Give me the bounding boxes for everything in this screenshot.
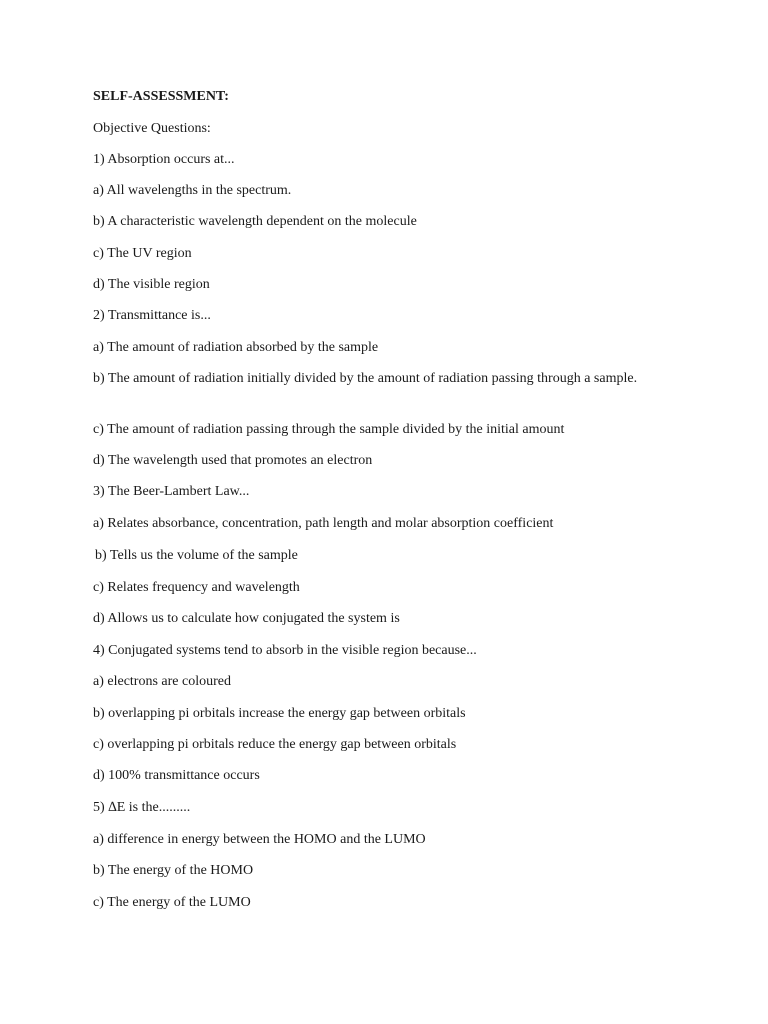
option-3a: a) Relates absorbance, concentration, path length and molar absorption coefficient (93, 516, 554, 531)
option-2d: d) The wavelength used that promotes an electron (93, 453, 373, 468)
option-2b: b) The amount of radiation initially divided by the amount of radiation passing through a sample. (93, 371, 638, 386)
option-5a: a) difference in energy between the HOMO and the LUMO (93, 832, 426, 847)
question-3: 3) The Beer-Lambert Law... (93, 484, 250, 499)
option-5c: c) The energy of the LUMO (93, 895, 251, 910)
option-2a: a) The amount of radiation absorbed by the sample (93, 340, 379, 355)
option-1c: c) The UV region (93, 246, 192, 261)
option-4a: a) electrons are coloured (93, 674, 231, 689)
option-5b: b) The energy of the HOMO (93, 863, 254, 878)
question-2: 2) Transmittance is... (93, 308, 211, 323)
question-5: 5) ∆E is the......... (93, 800, 191, 815)
option-3b: b) Tells us the volume of the sample (95, 548, 298, 563)
section-heading: SELF-ASSESSMENT: (93, 89, 229, 104)
question-4: 4) Conjugated systems tend to absorb in the visible region because... (93, 643, 477, 658)
option-1d: d) The visible region (93, 277, 210, 292)
option-2c: c) The amount of radiation passing through the sample divided by the initial amount (93, 422, 565, 437)
option-1b: b) A characteristic wavelength dependent on the molecule (93, 214, 417, 229)
option-3d: d) Allows us to calculate how conjugated the system is (93, 611, 400, 626)
subheading: Objective Questions: (93, 121, 211, 136)
option-4b: b) overlapping pi orbitals increase the energy gap between orbitals (93, 706, 466, 721)
option-4c: c) overlapping pi orbitals reduce the energy gap between orbitals (93, 737, 457, 752)
option-1a: a) All wavelengths in the spectrum. (93, 183, 292, 198)
option-4d: d) 100% transmittance occurs (93, 768, 260, 783)
question-1: 1) Absorption occurs at... (93, 152, 235, 167)
option-3c: c) Relates frequency and wavelength (93, 580, 300, 595)
